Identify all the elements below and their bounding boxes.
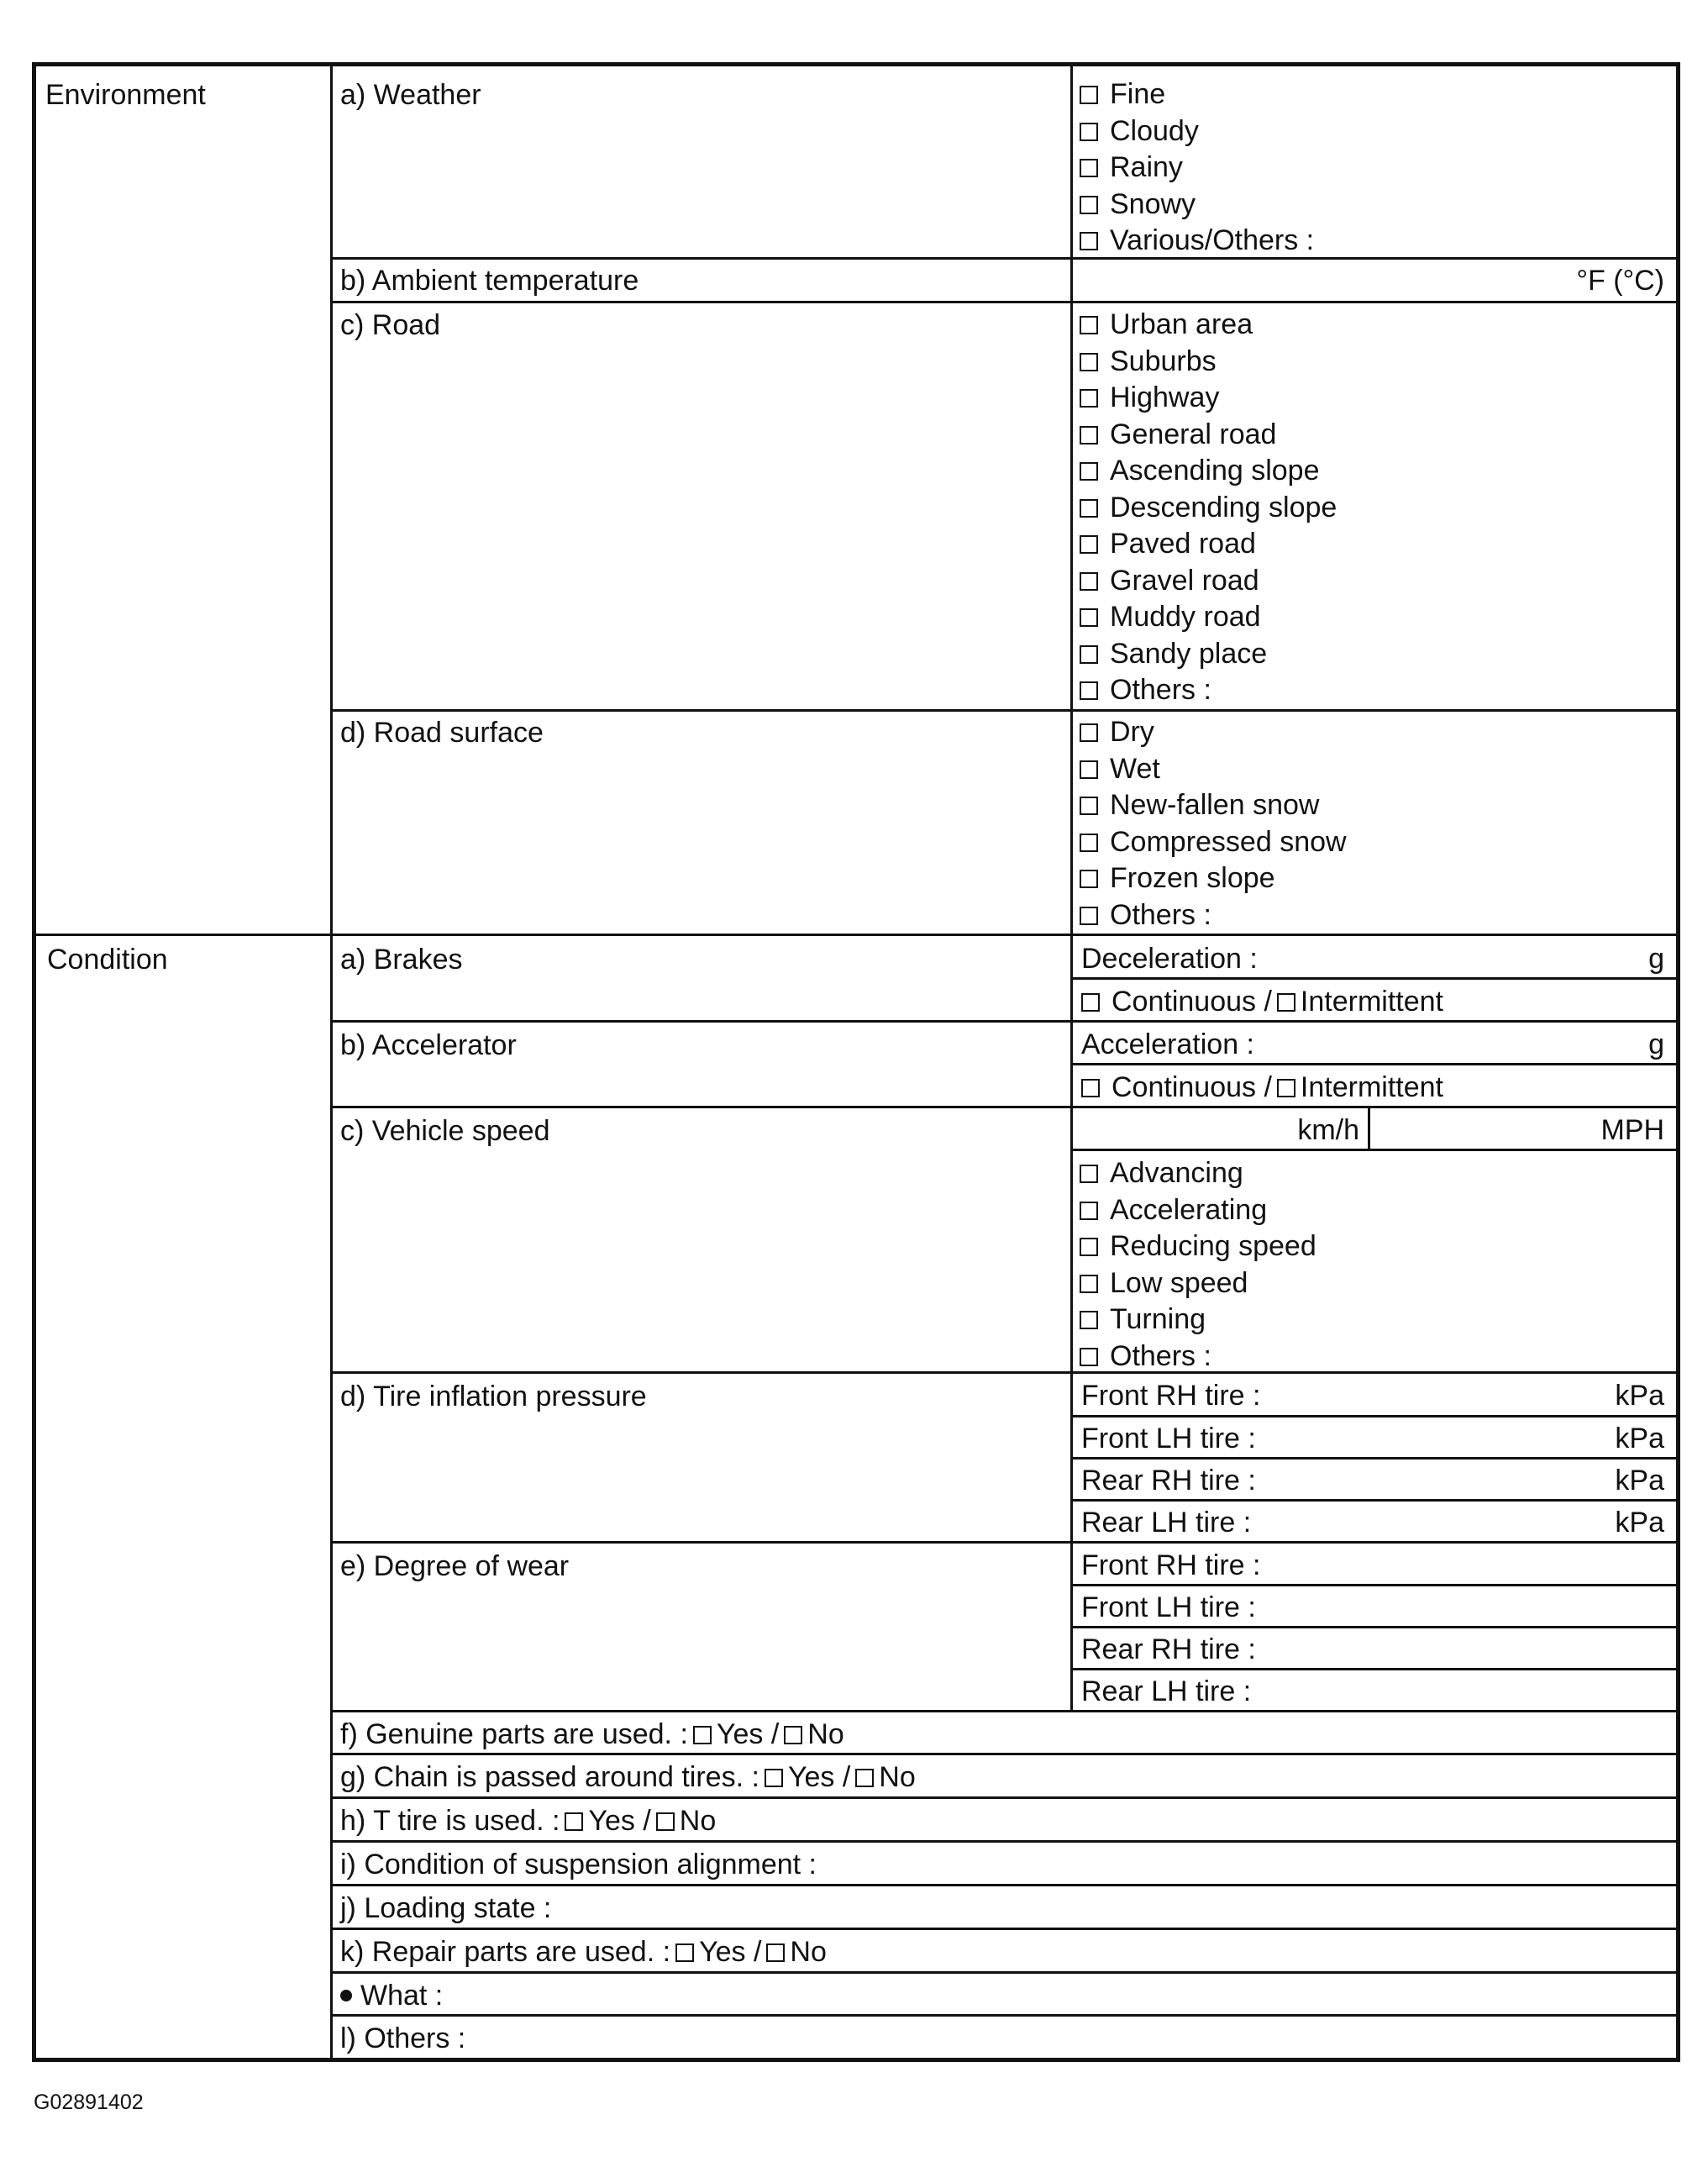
road-surface-option[interactable]: New-fallen snow (1080, 787, 1347, 824)
checkbox-icon[interactable] (1080, 462, 1098, 481)
grid-line (330, 1971, 1676, 1974)
checkbox-icon[interactable] (1080, 1165, 1098, 1183)
road-surface-option[interactable]: Others : (1080, 897, 1347, 934)
checkbox-icon[interactable] (1080, 834, 1098, 852)
speed-unit-mph[interactable]: MPH (1600, 1114, 1664, 1146)
checkbox-icon[interactable] (1080, 535, 1098, 554)
genuine-parts-row: f) Genuine parts are used. : Yes / No (340, 1718, 844, 1750)
acceleration-field[interactable]: Acceleration : (1081, 1028, 1254, 1060)
vehicle-speed-option[interactable]: Turning (1080, 1302, 1316, 1339)
grid-line (1070, 1626, 1676, 1628)
no-option[interactable]: No (879, 1761, 916, 1793)
grid-line (330, 1710, 1676, 1712)
checkbox-icon[interactable] (675, 1943, 694, 1962)
checkbox-icon[interactable] (1080, 608, 1098, 627)
tire-pressure-field[interactable]: Front RH tire : (1081, 1380, 1261, 1412)
yes-option[interactable]: Yes / (588, 1805, 651, 1837)
grid-line (1070, 1149, 1676, 1151)
road-option[interactable]: Suburbs (1080, 344, 1337, 381)
suspension-row[interactable]: i) Condition of suspension alignment : (340, 1849, 817, 1880)
grid-line (330, 66, 333, 2058)
checkbox-icon[interactable] (656, 1812, 675, 1831)
checkbox-icon[interactable] (765, 1769, 783, 1787)
vehicle-speed-option[interactable]: Others : (1080, 1339, 1316, 1375)
checkbox-icon[interactable] (1277, 1079, 1295, 1097)
grid-line (330, 1371, 1676, 1374)
weather-option[interactable]: Snowy (1080, 187, 1314, 224)
accelerator-mode (1081, 1070, 1443, 1105)
road-option[interactable]: Urban area (1080, 307, 1337, 344)
vehicle-speed-label: c) Vehicle speed (340, 1115, 550, 1147)
grid-line (330, 257, 1676, 260)
grid-line (330, 1884, 1676, 1886)
vehicle-speed-option[interactable]: Accelerating (1080, 1192, 1316, 1229)
vehicle-speed-option[interactable]: Low speed (1080, 1265, 1316, 1302)
checkbox-icon[interactable] (1080, 499, 1098, 518)
yes-option[interactable]: Yes / (716, 1718, 780, 1750)
road-surface-label: d) Road surface (340, 717, 544, 749)
road-option[interactable]: Ascending slope (1080, 453, 1337, 490)
others-row[interactable]: l) Others : (340, 2022, 466, 2054)
loading-row[interactable]: j) Loading state : (340, 1892, 552, 1924)
grid-line (330, 1541, 1676, 1544)
checkbox-icon[interactable] (1080, 353, 1098, 371)
section-divider (36, 934, 1676, 936)
chain-row: g) Chain is passed around tires. : Yes / No (340, 1761, 916, 1793)
road-options (1080, 307, 1337, 709)
grid-line (1368, 1106, 1370, 1149)
checkbox-icon[interactable] (1080, 1348, 1098, 1366)
grid-line (330, 1796, 1676, 1799)
weather-option[interactable]: Various/Others : (1080, 223, 1314, 260)
grid-line (330, 1840, 1676, 1843)
road-surface-option[interactable]: Dry (1080, 714, 1347, 751)
checkbox-icon[interactable] (1080, 159, 1098, 177)
degree-of-wear-label: e) Degree of wear (340, 1550, 570, 1582)
what-row[interactable]: What : (340, 1978, 443, 2013)
road-option[interactable]: Highway (1080, 380, 1337, 417)
no-option[interactable]: No (790, 1936, 827, 1968)
checkbox-icon[interactable] (855, 1769, 874, 1787)
grid-line (1070, 977, 1676, 980)
pressure-unit: kPa (1615, 1423, 1664, 1454)
checkbox-icon[interactable] (766, 1943, 785, 1962)
environment-heading: Environment (45, 79, 206, 111)
checkbox-icon[interactable] (1080, 572, 1098, 591)
checkbox-icon[interactable] (1080, 723, 1098, 742)
checkbox-icon[interactable] (1081, 1079, 1100, 1097)
checkbox-icon[interactable] (1080, 426, 1098, 444)
pressure-unit: kPa (1615, 1465, 1664, 1496)
weather-label: a) Weather (340, 79, 481, 111)
checkbox-icon[interactable] (1080, 86, 1098, 104)
brakes-mode (1081, 984, 1443, 1019)
repair-parts-row: k) Repair parts are used. : Yes / No (340, 1936, 827, 1968)
checkbox-icon[interactable] (565, 1812, 583, 1831)
checkbox-icon[interactable] (1080, 232, 1098, 250)
checkbox-icon[interactable] (1080, 1275, 1098, 1293)
vehicle-speed-option[interactable]: Reducing speed (1080, 1228, 1316, 1265)
road-surface-option[interactable]: Wet (1080, 751, 1347, 788)
checkbox-icon[interactable] (1080, 797, 1098, 815)
road-option[interactable]: Gravel road (1080, 563, 1337, 600)
checkbox-icon[interactable] (1080, 907, 1098, 925)
accelerator-label: b) Accelerator (340, 1029, 517, 1061)
grid-line (330, 1020, 1676, 1023)
temperature-unit: °F (°C) (1576, 265, 1664, 297)
checkbox-icon[interactable] (784, 1726, 802, 1744)
checkbox-icon[interactable] (1080, 645, 1098, 664)
intermittent-option[interactable]: Intermittent (1300, 1071, 1443, 1103)
acceleration-unit: g (1648, 1028, 1664, 1060)
continuous-option[interactable]: Continuous / (1112, 1071, 1272, 1103)
grid-line (330, 1753, 1676, 1755)
weather-option[interactable]: Fine (1080, 76, 1314, 113)
checkbox-icon[interactable] (1080, 681, 1098, 700)
tire-pressure-field[interactable]: Rear RH tire : (1081, 1465, 1256, 1496)
no-option[interactable]: No (679, 1805, 717, 1837)
weather-options (1080, 76, 1314, 260)
checkbox-icon[interactable] (1277, 993, 1295, 1012)
checkbox-icon[interactable] (1080, 316, 1098, 334)
checkbox-icon[interactable] (1080, 1202, 1098, 1220)
road-option[interactable]: Muddy road (1080, 599, 1337, 636)
deceleration-field[interactable]: Deceleration : (1081, 943, 1258, 975)
grid-line (330, 2014, 1676, 2017)
checkbox-icon[interactable] (693, 1726, 712, 1744)
pressure-unit: kPa (1615, 1380, 1664, 1412)
yes-option[interactable]: Yes / (699, 1936, 762, 1968)
condition-heading: Condition (47, 944, 168, 976)
continuous-option[interactable]: Continuous / (1112, 986, 1272, 1018)
grid-line (1070, 1668, 1676, 1670)
t-tire-row: h) T tire is used. : Yes / No (340, 1805, 717, 1837)
grid-line (1070, 1584, 1676, 1586)
road-option[interactable]: Paved road (1080, 526, 1337, 563)
wear-field[interactable]: Front RH tire : (1081, 1549, 1261, 1581)
grid-line (330, 709, 1676, 712)
road-option[interactable]: General road (1080, 417, 1337, 454)
checkbox-icon[interactable] (1080, 760, 1098, 779)
grid-line (1070, 1063, 1676, 1065)
checkbox-icon[interactable] (1080, 1311, 1098, 1329)
wear-field[interactable]: Front LH tire : (1081, 1591, 1256, 1623)
grid-line (1070, 1499, 1676, 1502)
figure-code: G02891402 (34, 2091, 144, 2114)
yes-option[interactable]: Yes / (787, 1761, 851, 1793)
grid-line (1070, 1457, 1676, 1460)
road-surface-option[interactable]: Frozen slope (1080, 860, 1347, 897)
road-option[interactable]: Descending slope (1080, 490, 1337, 527)
road-option[interactable]: Others : (1080, 672, 1337, 709)
grid-line (330, 1928, 1676, 1930)
no-option[interactable]: No (807, 1718, 844, 1750)
checkbox-icon[interactable] (1080, 870, 1098, 888)
grid-line (1070, 66, 1073, 1712)
grid-line (330, 1106, 1676, 1108)
pressure-unit: kPa (1615, 1507, 1664, 1538)
brakes-label: a) Brakes (340, 944, 463, 976)
weather-option[interactable]: Cloudy (1080, 113, 1314, 150)
grid-line (330, 301, 1676, 303)
road-option[interactable]: Sandy place (1080, 636, 1337, 673)
ambient-temperature-label: b) Ambient temperature (340, 265, 639, 297)
road-surface-options (1080, 714, 1347, 934)
road-surface-option[interactable]: Compressed snow (1080, 824, 1347, 861)
wear-field[interactable]: Rear RH tire : (1081, 1633, 1256, 1665)
bullet-icon (340, 1990, 352, 2001)
checkbox-icon[interactable] (1081, 993, 1100, 1012)
intermittent-option[interactable]: Intermittent (1300, 986, 1443, 1018)
tire-pressure-label: d) Tire inflation pressure (340, 1381, 647, 1412)
tire-pressure-field[interactable]: Rear LH tire : (1081, 1507, 1252, 1538)
deceleration-unit: g (1648, 943, 1664, 975)
weather-option[interactable]: Rainy (1080, 150, 1314, 187)
checkbox-icon[interactable] (1080, 123, 1098, 141)
checkbox-icon[interactable] (1080, 1238, 1098, 1256)
checkbox-icon[interactable] (1080, 196, 1098, 214)
road-label: c) Road (340, 309, 441, 341)
vehicle-speed-option[interactable]: Advancing (1080, 1155, 1316, 1192)
vehicle-speed-options (1080, 1155, 1316, 1375)
checkbox-icon[interactable] (1080, 389, 1098, 408)
wear-field[interactable]: Rear LH tire : (1081, 1675, 1252, 1707)
tire-pressure-field[interactable]: Front LH tire : (1081, 1423, 1256, 1454)
grid-line (1070, 1415, 1676, 1417)
speed-unit-kmh[interactable]: km/h (1297, 1114, 1359, 1146)
